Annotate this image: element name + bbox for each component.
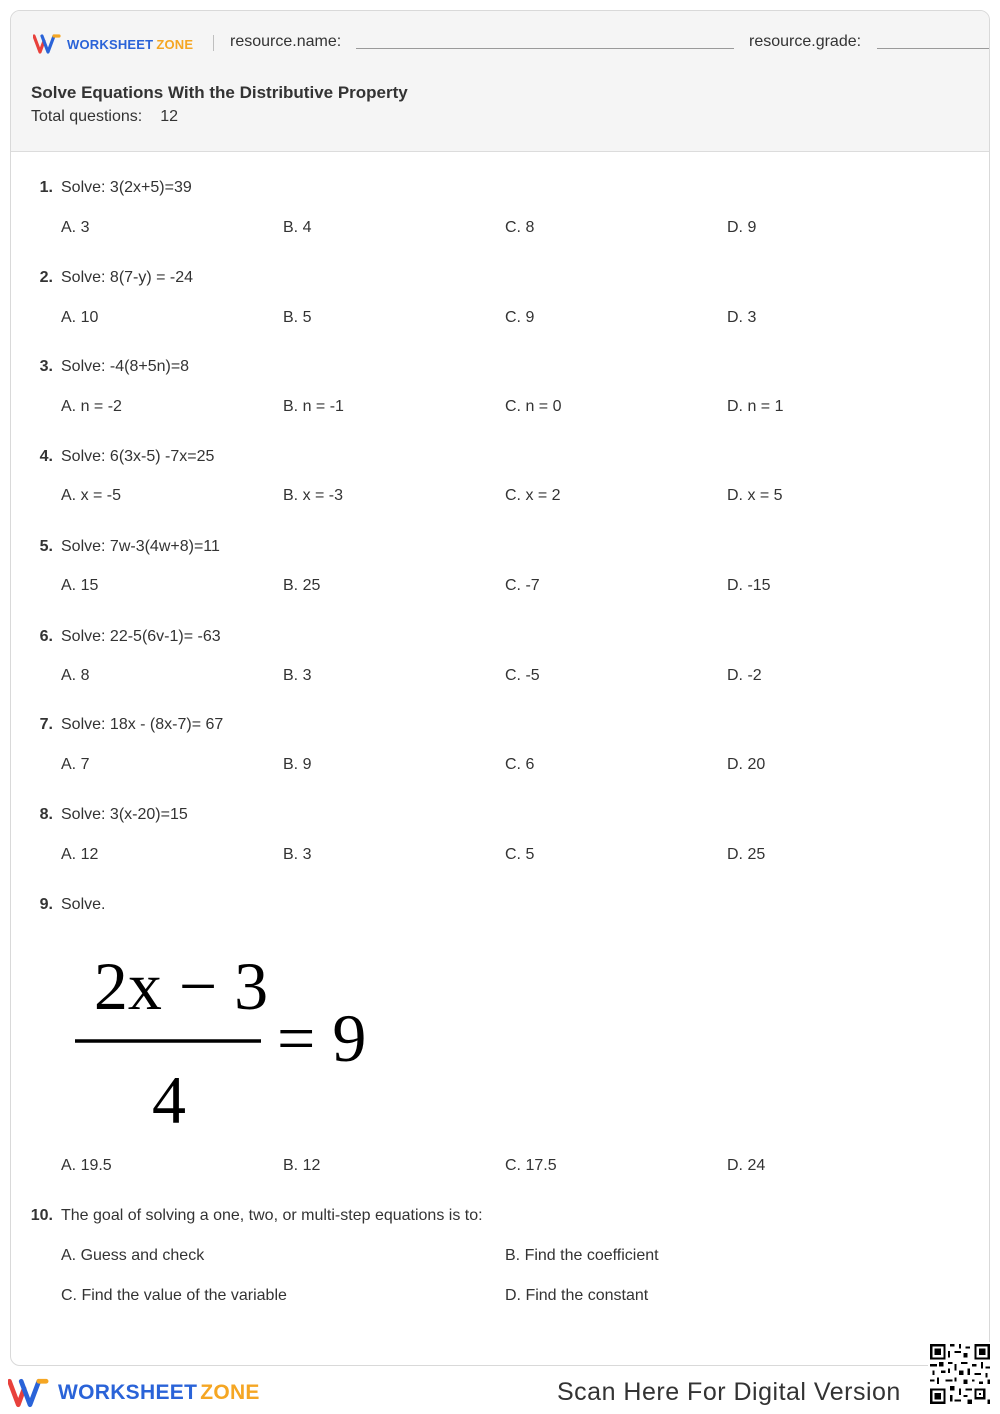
option-c[interactable]: C. 17.5 xyxy=(505,1157,557,1174)
question-number: 7. xyxy=(39,716,53,733)
option-d[interactable]: D. Find the constant xyxy=(505,1287,649,1304)
brand-word-zone: ZONE xyxy=(156,36,194,52)
question-text: Solve: 8(7-y) = -24 xyxy=(61,269,194,286)
question-text: Solve: 18x - (8x-7)= 67 xyxy=(61,716,224,733)
grade-field-line[interactable] xyxy=(877,48,989,49)
option-c[interactable]: C. -7 xyxy=(505,577,540,594)
total-questions xyxy=(31,108,178,126)
option-b[interactable]: B. 25 xyxy=(283,577,321,594)
option-a[interactable]: A. 15 xyxy=(61,577,99,594)
question-text: Solve. xyxy=(61,896,106,913)
option-b[interactable]: B. 4 xyxy=(283,219,312,236)
question-number: 2. xyxy=(39,269,53,286)
option-b[interactable]: B. 5 xyxy=(283,309,312,326)
worksheet-header xyxy=(11,11,989,152)
option-d[interactable]: D. x = 5 xyxy=(727,487,783,504)
option-d[interactable]: D. 20 xyxy=(727,756,766,773)
option-a[interactable]: A. n = -2 xyxy=(61,398,122,415)
option-a[interactable]: A. 7 xyxy=(61,756,90,773)
question-number: 8. xyxy=(39,806,53,823)
option-c[interactable]: C. x = 2 xyxy=(505,487,561,504)
equation-image xyxy=(71,939,401,1139)
option-c[interactable]: C. -5 xyxy=(505,667,540,684)
option-d[interactable]: D. 25 xyxy=(727,846,766,863)
question-text: The goal of solving a one, two, or multi-step equations is to: xyxy=(61,1207,483,1224)
worksheet-zone-logo-icon xyxy=(33,33,63,55)
option-c[interactable]: C. 5 xyxy=(505,846,535,863)
option-a[interactable]: A. Guess and check xyxy=(61,1247,205,1264)
footer-logo xyxy=(8,1375,260,1411)
option-a[interactable]: A. 19.5 xyxy=(61,1157,112,1174)
option-b[interactable]: B. x = -3 xyxy=(283,487,344,504)
option-d[interactable]: D. 24 xyxy=(727,1157,766,1174)
question-number: 9. xyxy=(39,896,53,913)
question-text: Solve: 7w-3(4w+8)=11 xyxy=(61,538,220,555)
option-a[interactable]: A. x = -5 xyxy=(61,487,122,504)
option-b[interactable]: B. 3 xyxy=(283,667,312,684)
option-c[interactable]: C. 6 xyxy=(505,756,535,773)
option-b[interactable]: B. Find the coefficient xyxy=(505,1247,659,1264)
question-text: Solve: 6(3x-5) -7x=25 xyxy=(61,448,215,465)
equation-rhs: = 9 xyxy=(277,1000,367,1076)
option-a[interactable]: A. 3 xyxy=(61,219,90,236)
question-number: 4. xyxy=(39,448,53,465)
question-number: 6. xyxy=(39,628,53,645)
name-label: resource.name: xyxy=(230,33,342,50)
question-text: Solve: 3(2x+5)=39 xyxy=(61,179,192,196)
question-text: Solve: -4(8+5n)=8 xyxy=(61,358,190,375)
total-questions-label: Total questions: xyxy=(31,108,143,125)
footer-brand-name xyxy=(58,1381,260,1405)
worksheet-title: Solve Equations With the Distributive Property xyxy=(31,83,408,102)
question-number: 3. xyxy=(39,358,53,375)
option-b[interactable]: B. 12 xyxy=(283,1157,321,1174)
brand-word-worksheet: WORKSHEET xyxy=(67,36,154,52)
option-d[interactable]: D. -2 xyxy=(727,667,762,684)
name-field-line[interactable] xyxy=(356,48,734,49)
worksheet-page xyxy=(10,10,990,1366)
option-c[interactable]: C. 8 xyxy=(505,219,535,236)
option-b[interactable]: B. n = -1 xyxy=(283,398,344,415)
option-c[interactable]: C. Find the value of the variable xyxy=(61,1287,287,1304)
brand-word-zone: ZONE xyxy=(200,1381,260,1404)
option-a[interactable]: A. 10 xyxy=(61,309,99,326)
question-text: Solve: 3(x-20)=15 xyxy=(61,806,188,823)
option-d[interactable]: D. 9 xyxy=(727,219,757,236)
brand-word-worksheet: WORKSHEET xyxy=(58,1381,198,1404)
option-d[interactable]: D. n = 1 xyxy=(727,398,784,415)
brand-name xyxy=(67,37,193,52)
option-c[interactable]: C. 9 xyxy=(505,309,535,326)
question-number: 10. xyxy=(30,1207,53,1224)
scan-text: Scan Here For Digital Version xyxy=(557,1378,901,1406)
header-logo xyxy=(33,33,193,55)
header-divider xyxy=(213,35,214,51)
question-text: Solve: 22-5(6v-1)= -63 xyxy=(61,628,221,645)
equation-denominator: 4 xyxy=(152,1062,186,1138)
worksheet-zone-logo-icon xyxy=(8,1376,52,1410)
option-b[interactable]: B. 9 xyxy=(283,756,312,773)
option-b[interactable]: B. 3 xyxy=(283,846,312,863)
option-a[interactable]: A. 12 xyxy=(61,846,99,863)
total-questions-value: 12 xyxy=(160,108,178,125)
option-d[interactable]: D. -15 xyxy=(727,577,771,594)
equation-numerator: 2x − 3 xyxy=(93,948,269,1024)
grade-label: resource.grade: xyxy=(749,33,862,50)
qr-code-icon[interactable] xyxy=(928,1342,992,1406)
question-number: 1. xyxy=(39,179,53,196)
option-c[interactable]: C. n = 0 xyxy=(505,398,562,415)
question-number: 5. xyxy=(39,538,53,555)
option-d[interactable]: D. 3 xyxy=(727,309,757,326)
option-a[interactable]: A. 8 xyxy=(61,667,90,684)
